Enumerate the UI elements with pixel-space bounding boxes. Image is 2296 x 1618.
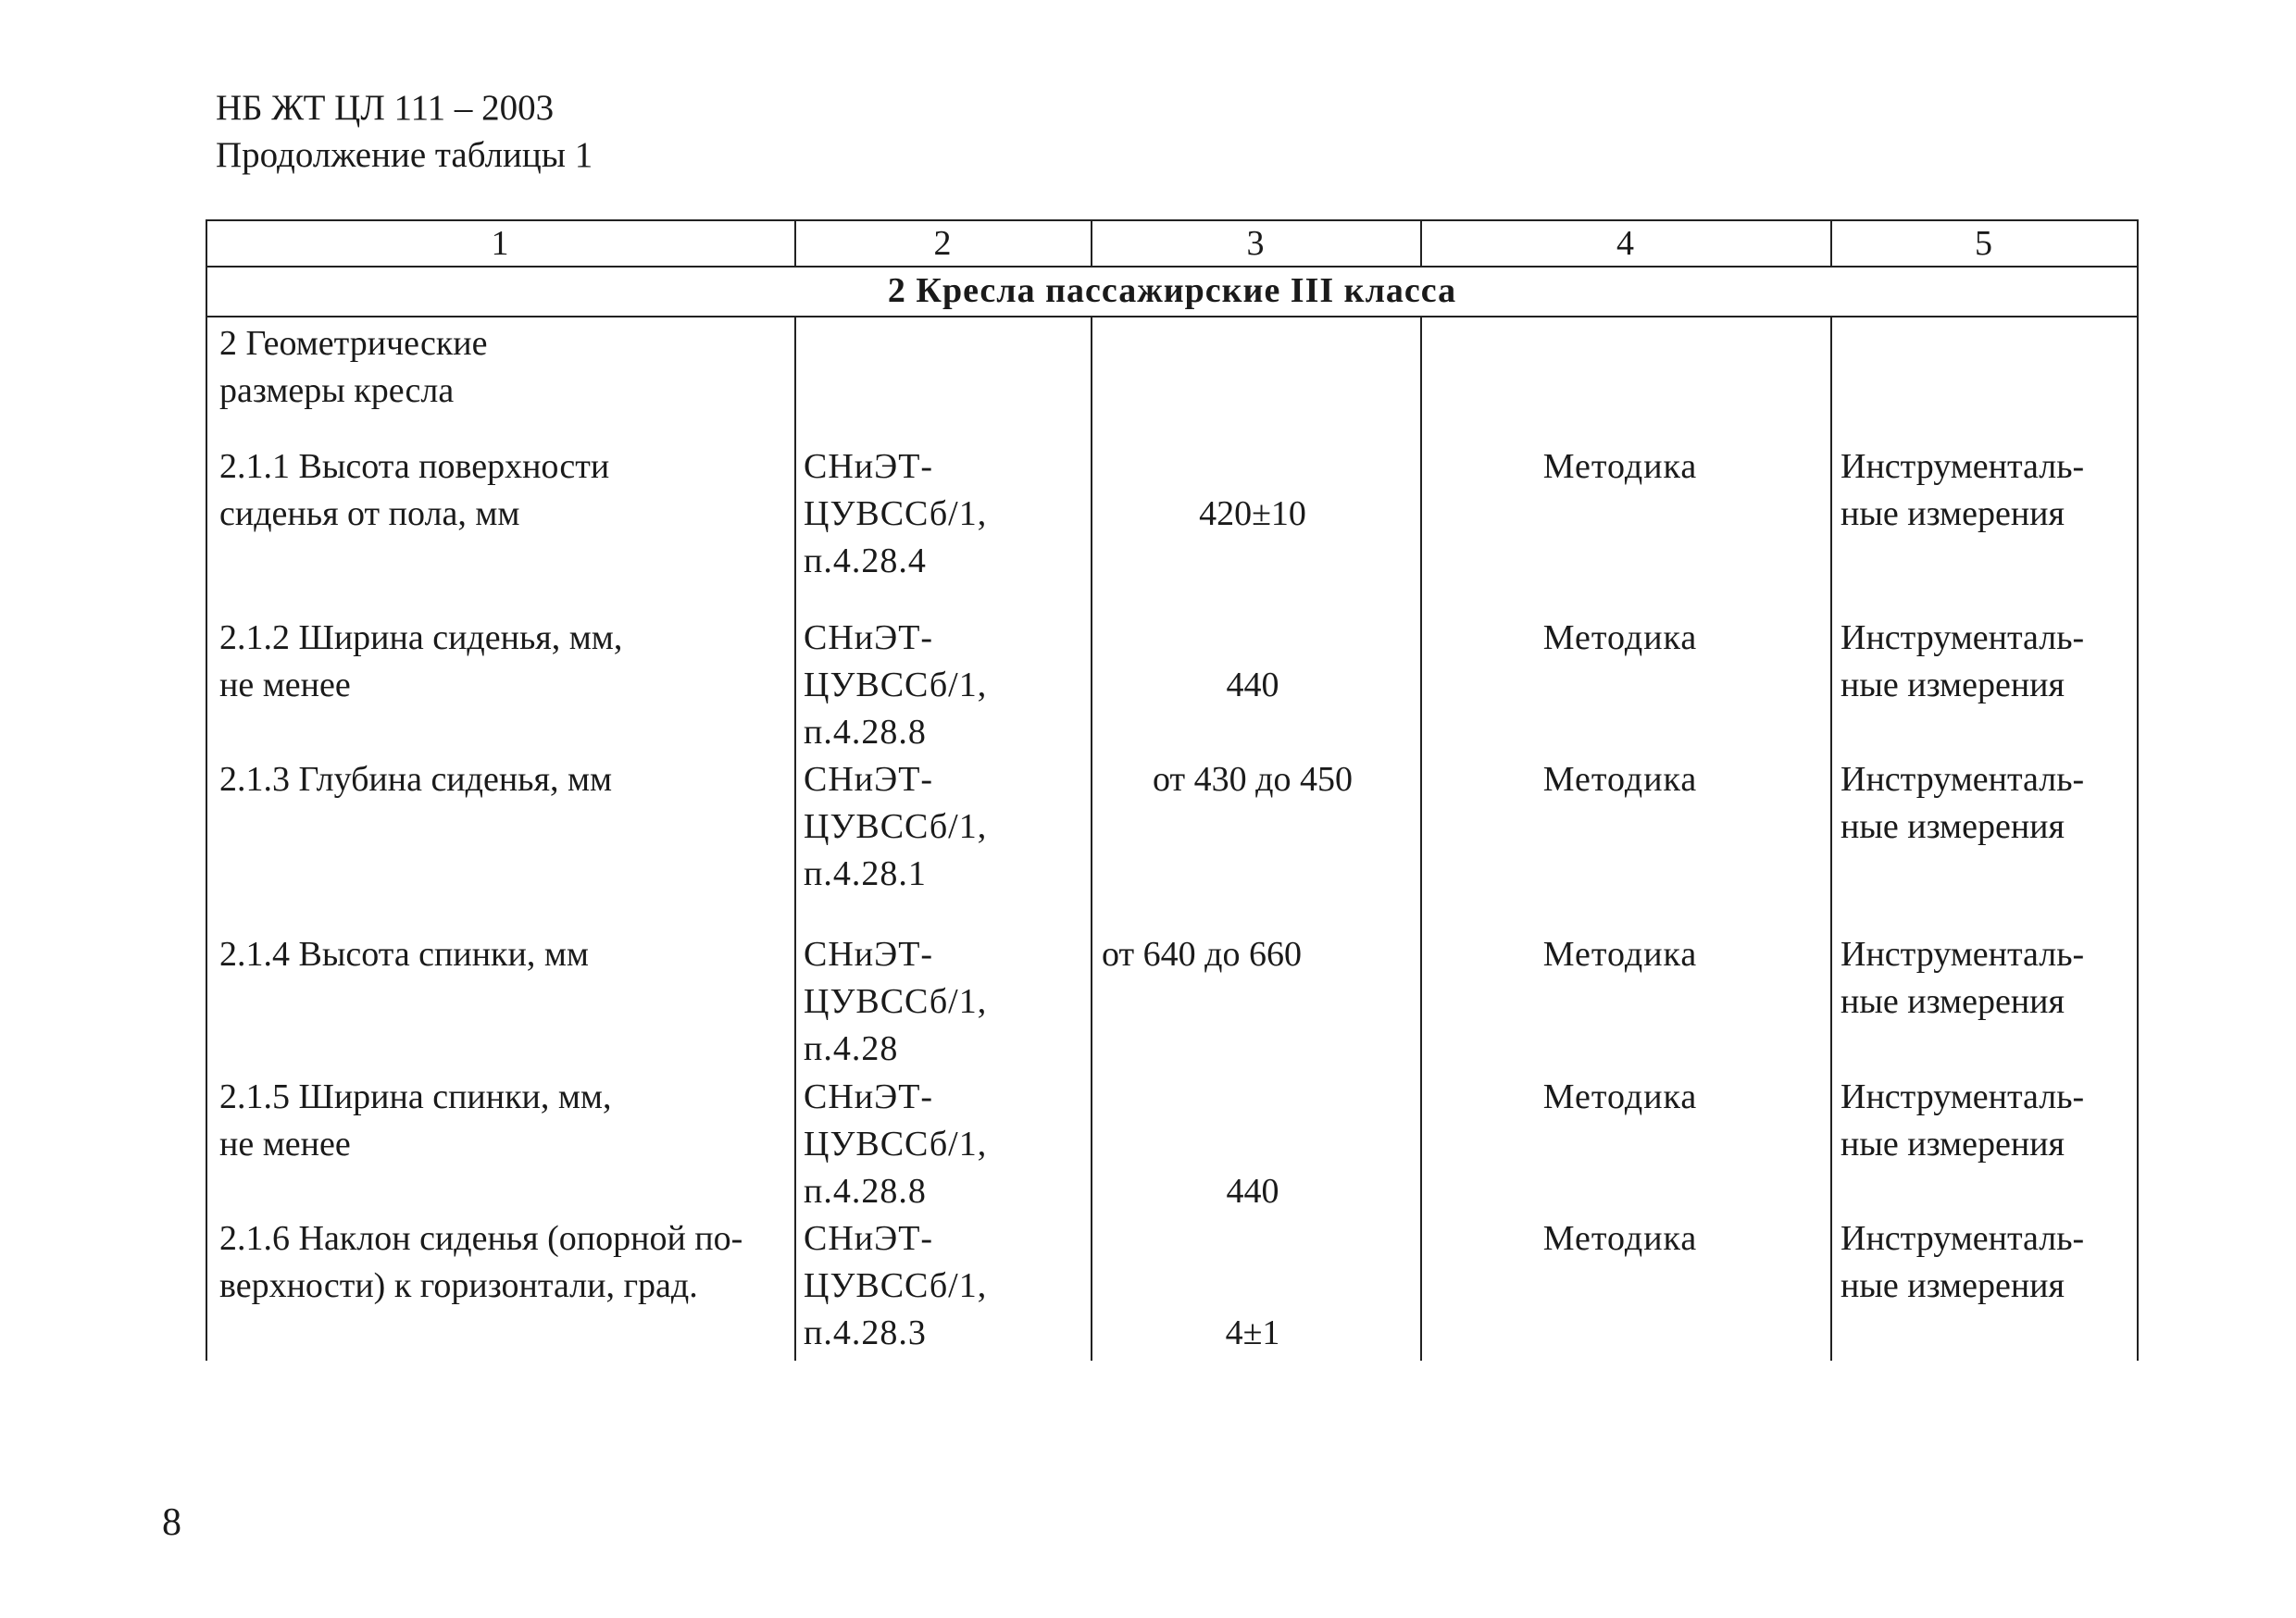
- test-method: Методика: [1542, 1077, 1698, 1116]
- group-title: 2 Геометрические размеры кресла: [219, 324, 488, 410]
- control-type: Инструменталь- ные измерения: [1841, 447, 2085, 533]
- reference-document: СНиЭТ- ЦУВССб/1, п.4.28.4: [804, 447, 988, 580]
- column-divider-3: [1420, 219, 1422, 1361]
- section-divider: [206, 316, 2139, 317]
- column-number-5: 5: [1975, 224, 1992, 263]
- control-type: Инструменталь- ные измерения: [1841, 935, 2085, 1021]
- parameter-name: 2.1.2 Ширина сиденья, мм, не менее: [219, 618, 623, 704]
- parameter-name: 2.1.3 Глубина сиденья, мм: [219, 760, 613, 799]
- control-type: Инструменталь- ные измерения: [1841, 1077, 2085, 1164]
- column-divider-4: [1830, 219, 1832, 1361]
- norm-value: от 640 до 660: [1102, 935, 1302, 974]
- table-border-top: [206, 219, 2139, 221]
- norm-value: от 430 до 450: [1153, 760, 1353, 799]
- test-method: Методика: [1542, 618, 1698, 657]
- doc-code: НБ ЖТ ЦЛ 111 – 2003: [216, 88, 555, 128]
- column-number-3: 3: [1246, 224, 1265, 263]
- requirements-table: [206, 219, 2139, 1361]
- table-caption: Продолжение таблицы 1: [216, 135, 593, 175]
- column-number-2: 2: [933, 224, 952, 263]
- reference-document: СНиЭТ- ЦУВССб/1, п.4.28.8: [804, 618, 988, 752]
- parameter-name: 2.1.1 Высота поверхности сиденья от пола, мм: [219, 447, 610, 533]
- reference-document: СНиЭТ- ЦУВССб/1, п.4.28.8: [804, 1077, 988, 1211]
- norm-value: 440: [1226, 1172, 1279, 1211]
- page-number: 8: [162, 1501, 181, 1544]
- column-divider-1: [794, 219, 796, 1361]
- parameter-name: 2.1.5 Ширина спинки, мм, не менее: [219, 1077, 612, 1164]
- reference-document: СНиЭТ- ЦУВССб/1, п.4.28.1: [804, 760, 988, 893]
- norm-value: 440: [1226, 666, 1279, 704]
- parameter-name: 2.1.6 Наклон сиденья (опорной по- верхности) к горизонтали, град.: [219, 1219, 743, 1305]
- parameter-name: 2.1.4 Высота спинки, мм: [219, 935, 589, 974]
- reference-document: СНиЭТ- ЦУВССб/1, п.4.28: [804, 935, 988, 1068]
- table-border-left: [206, 219, 207, 1361]
- test-method: Методика: [1542, 1219, 1698, 1258]
- test-method: Методика: [1542, 935, 1698, 974]
- test-method: Методика: [1542, 760, 1698, 799]
- norm-value: 420±10: [1199, 494, 1306, 533]
- column-number-1: 1: [491, 224, 509, 263]
- column-divider-2: [1091, 219, 1092, 1361]
- column-number-4: 4: [1616, 224, 1634, 263]
- test-method: Методика: [1542, 447, 1698, 486]
- control-type: Инструменталь- ные измерения: [1841, 760, 2085, 846]
- reference-document: СНиЭТ- ЦУВССб/1, п.4.28.3: [804, 1219, 988, 1352]
- norm-value: 4±1: [1225, 1313, 1280, 1352]
- table-border-right: [2137, 219, 2139, 1361]
- control-type: Инструменталь- ные измерения: [1841, 618, 2085, 704]
- control-type: Инструменталь- ные измерения: [1841, 1219, 2085, 1305]
- section-title: 2 Кресла пассажирские III класса: [887, 271, 1457, 310]
